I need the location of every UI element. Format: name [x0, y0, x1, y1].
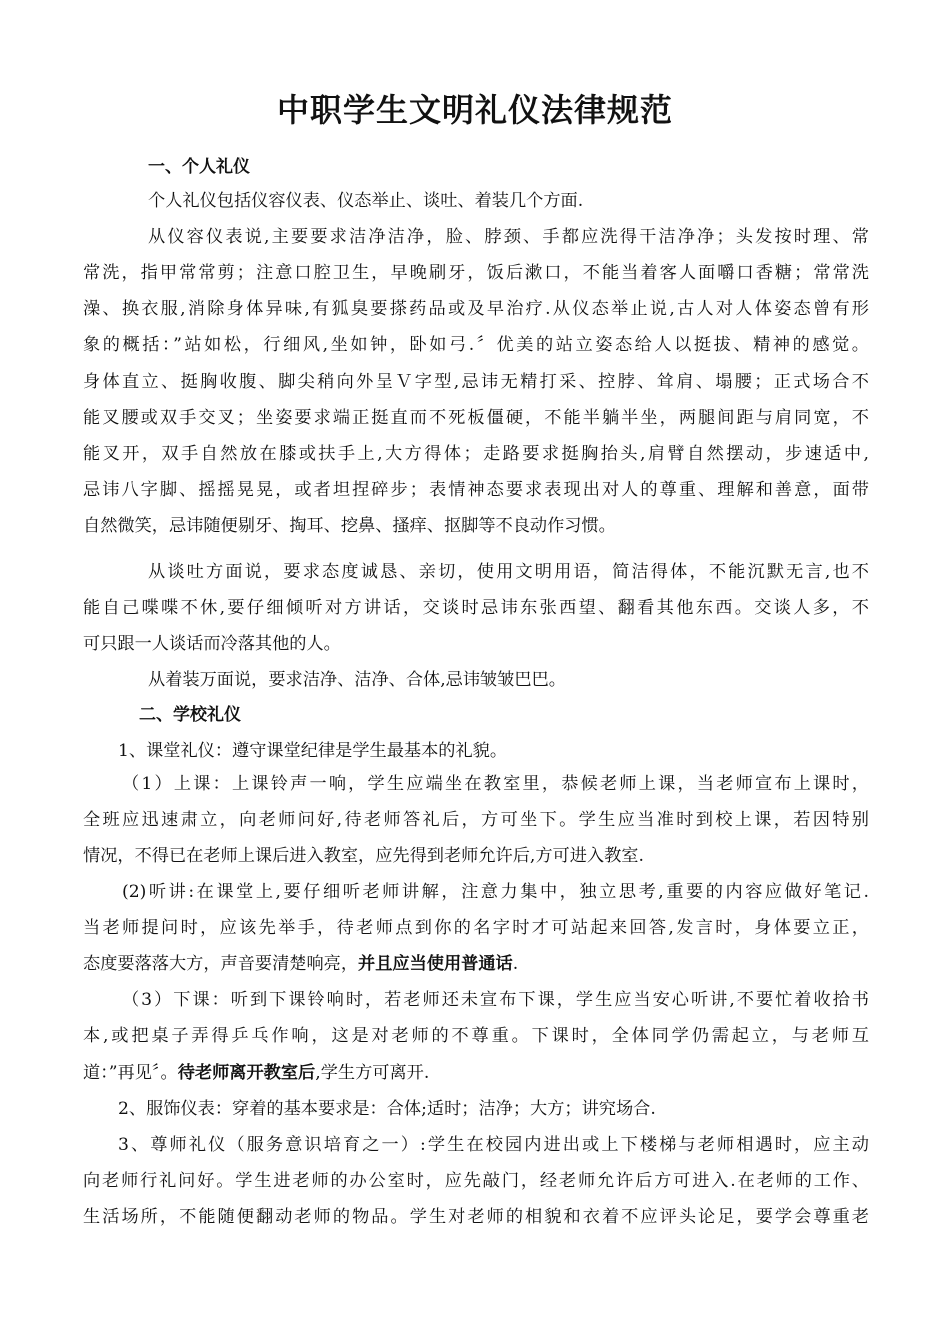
paragraph-line: 澡、换衣服,消除身体异味,有狐臭要搽药品或及早治疗.从仪态举止说,古人对人体姿态曾有形 [83, 299, 869, 319]
paragraph-line: 忌讳八字脚、摇摇晃晃，或者坦捏碎步；表情神态要求表现出对人的尊重、理解和善意，面带 [83, 480, 869, 500]
section-heading-personal: 一、个人礼仪 [148, 157, 250, 177]
paragraph-text: . [512, 954, 519, 974]
paragraph-line: 能叉腰或双手交叉；坐姿要求端正挺直而不死板僵硬，不能半躺半坐，两腿间距与肩同宽，不 [83, 408, 869, 428]
paragraph-line: 向老师行礼问好。学生进老师的办公室时，应先敲门，经老师允许后方可进入.在老师的工作、 [83, 1171, 869, 1191]
paragraph-line: 自然微笑，忌讳随便剔牙、掏耳、挖鼻、搔痒、抠脚等不良动作习惯。 [83, 516, 616, 536]
paragraph-text: 道：”再见〞。 [83, 1063, 178, 1083]
paragraph-text: 态度要落落大方，声音要清楚响亮， [83, 954, 359, 974]
paragraph-line: 情况，不得已在老师上课后进入教室，应先得到老师允许后,方可进入教室. [83, 846, 644, 866]
paragraph-line: 全班应迅速肃立，向老师问好,待老师答礼后，方可坐下。学生应当准时到校上课，若因特别 [83, 810, 869, 830]
paragraph-line: 3、尊师礼仪（服务意识培育之一）:学生在校园内进出或上下楼梯与老师相遇时，应主动 [118, 1135, 869, 1155]
paragraph-line: 能自己喋喋不休,要仔细倾听对方讲话，交谈时忌讳东张西望、翻看其他东西。交谈人多，不 [83, 598, 869, 618]
paragraph-line-mixed [83, 952, 518, 976]
paragraph-text: ,学生方可离开. [315, 1063, 430, 1083]
paragraph-line: 可只跟一人谈话而冷落其他的人。 [83, 634, 341, 654]
paragraph-line: 常洗，指甲常常剪；注意口腔卫生，早晚刷牙，饭后漱口，不能当着客人面嚼口香糖；常常洗 [83, 263, 869, 283]
paragraph-line: 个人礼仪包括仪容仪表、仪态举止、谈吐、着装几个方面. [148, 191, 584, 211]
paragraph-line: 生活场所，不能随便翻动老师的物品。学生对老师的相貌和衣着不应评头论足，要学会尊重老 [83, 1207, 869, 1227]
paragraph-line: 2、服饰仪表：穿着的基本要求是：合体;适时；洁净；大方；讲究场合. [118, 1099, 656, 1119]
paragraph-line: 能叉开，双手自然放在膝或扶手上,大方得体；走路要求挺胸抬头,肩臂自然摆动，步速适中, [83, 444, 869, 464]
document-title: 中职学生文明礼仪法律规范 [276, 91, 673, 129]
paragraph-line: 象的概括：”站如松，行细风,坐如钟，卧如弓.〞优美的站立姿态给人以挺拔、精神的感觉。 [83, 335, 869, 355]
bold-text: 并且应当使用普通话 [358, 954, 513, 974]
paragraph-line: 当老师提问时，应该先举手，待老师点到你的名字时才可站起来回答,发言时，身体要立正， [83, 918, 869, 938]
paragraph-line: (2)听讲:在课堂上,要仔细听老师讲解，注意力集中，独立思考,重要的内容应做好笔记. [122, 882, 869, 902]
paragraph-line: 从谈吐方面说，要求态度诚恳、亲切，使用文明用语，简洁得体，不能沉默无言,也不 [148, 562, 869, 582]
paragraph-line: （1）上课：上课铃声一响，学生应端坐在教室里，恭候老师上课，当老师宣布上课时， [122, 774, 869, 794]
paragraph-line: 本,或把桌子弄得乒乓作响，这是对老师的不尊重。下课时，全体同学仍需起立，与老师互 [83, 1026, 869, 1046]
section-heading-school: 二、学校礼仪 [139, 705, 241, 725]
paragraph-line: 1、课堂礼仪：遵守课堂纪律是学生最基本的礼貌。 [118, 741, 508, 761]
paragraph-line: 从着装万面说，要求洁净、洁净、合体,忌讳皱皱巴巴。 [148, 670, 566, 690]
paragraph-line-mixed [83, 1061, 429, 1085]
paragraph-line: 身体直立、挺胸收腹、脚尖稍向外呈Ｖ字型,忌讳无精打采、控脖、耸肩、塌腰；正式场合不 [83, 372, 869, 392]
paragraph-line: （3）下课：听到下课铃响时，若老师还未宣布下课，学生应当安心听讲,不要忙着收拾书 [122, 990, 869, 1010]
paragraph-line: 从仪容仪表说,主要要求洁净洁净，脸、脖颈、手都应洗得干洁净净；头发按时理、常 [148, 227, 869, 247]
bold-text: 待老师离开教室后 [177, 1063, 316, 1083]
